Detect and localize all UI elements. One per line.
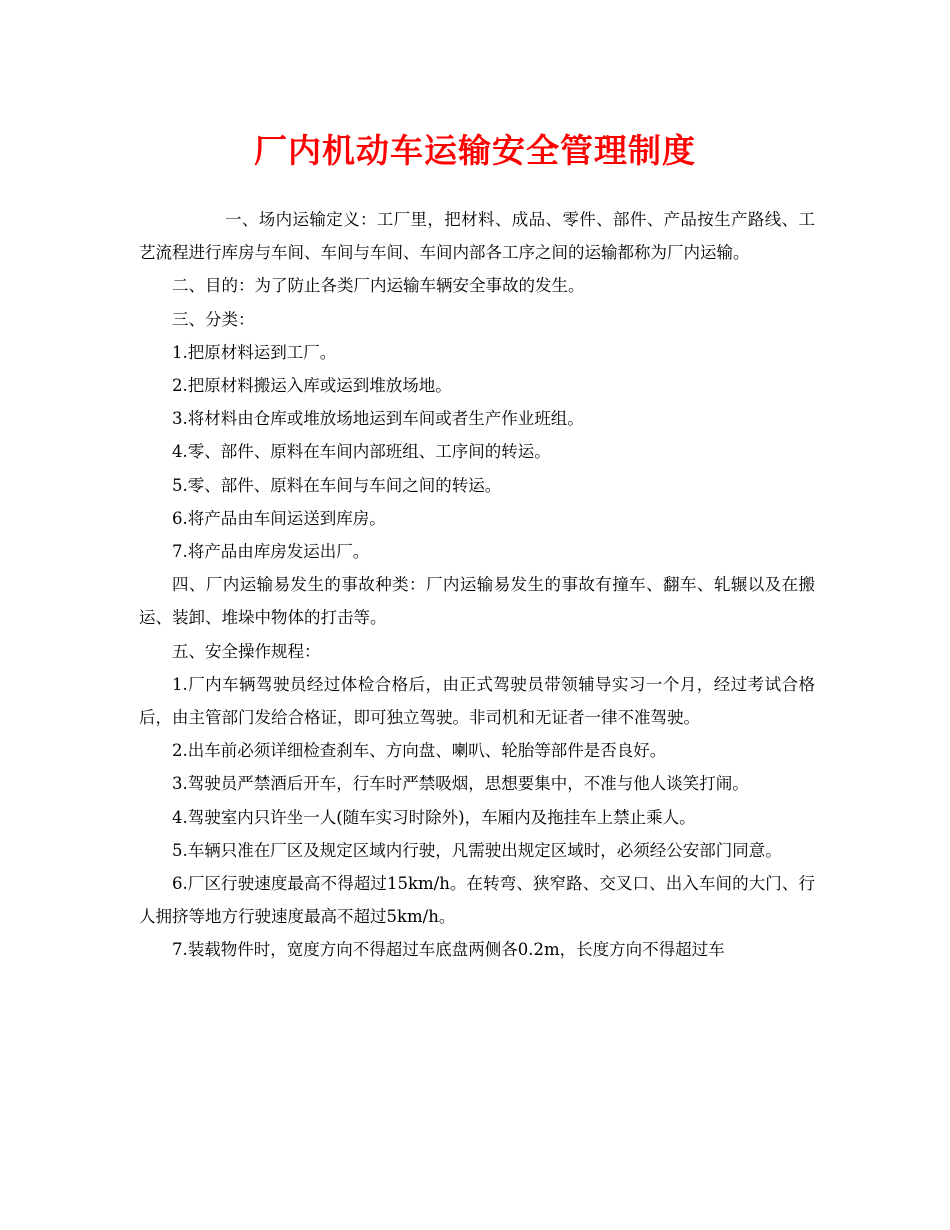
paragraph-classification-heading: 三、分类： (172, 309, 255, 329)
paragraph-purpose: 二、目的：为了防止各类厂内运输车辆安全事故的发生。 (172, 276, 585, 296)
paragraph-classification-item: 5.零、部件、原料在车间与车间之间的转运。 (172, 475, 502, 495)
paragraph-classification-item: 7.将产品由库房发运出厂。 (172, 542, 370, 562)
paragraph-safety-rule: 1.厂内车辆驾驶员经过体检合格后，由正式驾驶员带领辅导实习一个月，经过考试合格后，由主管部门发给合格证，即可独立驾驶。非司机和无证者一律不准驾驶。 (139, 674, 815, 728)
paragraph-safety-rule: 3.驾驶员严禁酒后开车，行车时严禁吸烟，思想要集中，不准与他人谈笑打闹。 (172, 774, 749, 794)
paragraph-classification-item: 3.将材料由仓库或堆放场地运到车间或者生产作业班组。 (172, 409, 584, 429)
document-title: 厂内机动车运输安全管理制度 (254, 131, 696, 170)
paragraph-classification-item: 2.把原材料搬运入库或运到堆放场地。 (172, 376, 452, 396)
paragraph-safety-rule: 5.车辆只准在厂区及规定区域内行驶，凡需驶出规定区域时，必须经公安部门同意。 (172, 840, 782, 860)
paragraph-safety-heading: 五、安全操作规程： (172, 641, 321, 661)
document-body (139, 203, 815, 967)
paragraph-safety-rule: 2.出车前必须详细检查刹车、方向盘、喇叭、轮胎等部件是否良好。 (172, 741, 667, 761)
paragraph-definition: 一、场内运输定义：工厂里，把材料、成品、零件、部件、产品按生产路线、工艺流程进行库房与车间、车间与车间、车间内部各工序之间的运输都称为厂内运输。 (139, 210, 815, 263)
paragraph-classification-item: 4.零、部件、原料在车间内部班组、工序间的转运。 (172, 442, 551, 462)
paragraph-safety-rule: 4.驾驶室内只许坐一人(随车实习时除外)，车厢内及拖挂车上禁止乘人。 (172, 807, 696, 827)
paragraph-accident-types: 四、厂内运输易发生的事故种类：厂内运输易发生的事故有撞车、翻车、轧辗以及在搬运、装卸、堆垛中物体的打击等。 (139, 575, 815, 628)
paragraph-classification-item: 1.把原材料运到工厂。 (172, 342, 337, 362)
paragraph-safety-rule: 6.厂区行驶速度最高不得超过15km/h。在转弯、狭窄路、交叉口、出入车间的大门、行人拥挤等地方行驶速度最高不超过5km/h。 (139, 874, 815, 927)
paragraph-safety-rule: 7.装载物件时，宽度方向不得超过车底盘两侧各0.2m，长度方向不得超过车 (172, 940, 725, 960)
paragraph-classification-item: 6.将产品由车间运送到库房。 (172, 508, 386, 528)
